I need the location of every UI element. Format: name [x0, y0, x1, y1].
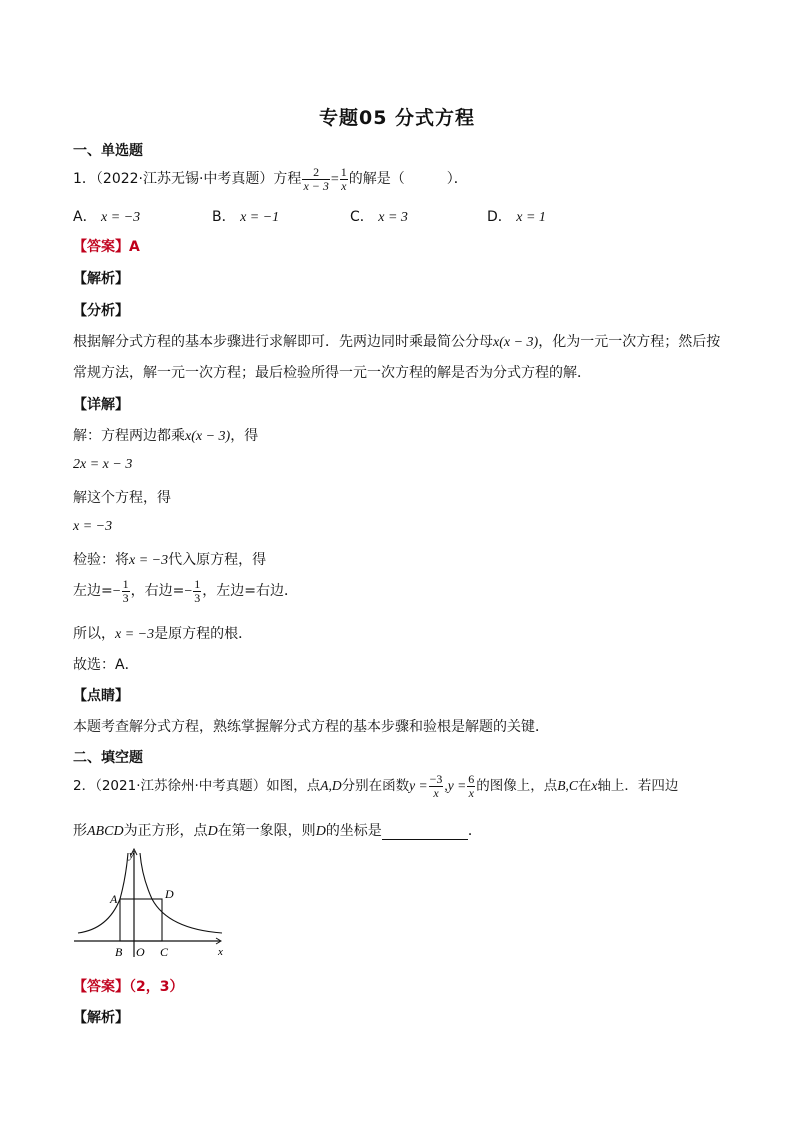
- option-d-expr: x = 1: [516, 210, 546, 225]
- step5-expr: x = −3: [129, 553, 169, 568]
- question-1-stem: [73, 164, 468, 195]
- function-fraction-1-numerator: −3: [429, 771, 443, 786]
- answer-2-tag: 【答案】: [73, 979, 129, 995]
- fraction-left: [302, 166, 329, 193]
- function-fraction-2-numerator: 6: [468, 771, 475, 786]
- analysis-expr: x(x − 3): [493, 335, 539, 350]
- jiexi-heading-1: 【解析】: [73, 271, 129, 287]
- answer-value: A: [129, 239, 140, 255]
- option-a-expr: x = −3: [101, 210, 141, 225]
- solution-step-6: [73, 576, 298, 607]
- analysis-text-b: ，化为一元一次方程；然后按: [538, 334, 721, 350]
- question-2-mid2: 的图像上，点: [476, 778, 558, 794]
- step6-fraction-1-denominator: 3: [122, 590, 129, 605]
- step6-fraction-1-numerator: 1: [122, 576, 129, 591]
- solution-step-1: [73, 425, 258, 445]
- step6-fraction-2: [193, 578, 201, 605]
- option-a[interactable]: [73, 206, 140, 226]
- question-2-mid1: 分别在函数: [341, 778, 410, 794]
- dianjing-heading: 【点睛】: [73, 688, 129, 704]
- option-c[interactable]: [350, 206, 408, 226]
- step6-text-a: 左边=: [73, 583, 113, 599]
- solution-step-4: x = −3: [73, 519, 113, 534]
- option-d[interactable]: [487, 206, 546, 226]
- solution-step-8: 故选：A．: [73, 657, 139, 673]
- answer-tag: 【答案】: [73, 239, 129, 255]
- question-1-suffix: 的解是（: [348, 171, 405, 187]
- step6-sign-1: −: [112, 584, 121, 599]
- y-equals-2: y =: [447, 778, 467, 793]
- page-title: 专题05 分式方程: [318, 107, 476, 129]
- step6-fraction-2-numerator: 1: [194, 576, 201, 591]
- step7-expr: x = −3: [115, 627, 155, 642]
- answer-1: [73, 236, 140, 256]
- hyperbola-square-figure: [72, 845, 232, 965]
- point-d: D: [207, 824, 218, 839]
- line2-end: ．: [467, 823, 482, 839]
- points-bc: B,C: [557, 778, 578, 793]
- analysis-text-a: 根据解分式方程的基本步骤进行求解即可．先两边同时乘最简公分母: [73, 334, 493, 350]
- line2-text-b: 为正方形，点: [123, 823, 208, 839]
- fraction-right-denominator: x: [341, 178, 347, 193]
- jiexi-heading-2: 【解析】: [73, 1010, 129, 1026]
- label-b: B: [115, 945, 123, 959]
- solution-step-7: [73, 623, 252, 643]
- option-a-label: A．: [73, 209, 97, 225]
- option-d-label: D．: [487, 209, 512, 225]
- label-d: D: [165, 887, 174, 901]
- question-1-suffix-end: ）．: [446, 171, 468, 187]
- step6-sign-2: −: [184, 584, 193, 599]
- step6-fraction-2-denominator: 3: [194, 590, 201, 605]
- section-heading-fill-in: 二、填空题: [73, 750, 143, 766]
- fraction-left-denominator: x − 3: [303, 178, 329, 193]
- solution-step-5: [73, 549, 266, 569]
- function-fraction-1-denominator: x: [433, 785, 439, 800]
- line2-text-a: 形: [73, 823, 87, 839]
- analysis-line-1: [73, 331, 720, 351]
- option-b-expr: x = −1: [240, 210, 280, 225]
- step7-text-a: 所以，: [73, 626, 115, 642]
- option-b-label: B．: [212, 209, 236, 225]
- fraction-right: [340, 166, 348, 193]
- option-b[interactable]: [212, 206, 279, 226]
- hyperbola-right-branch: [140, 853, 222, 933]
- label-c: C: [160, 945, 169, 959]
- square-abcd: ABCD: [87, 824, 124, 839]
- step5-text-b: 代入原方程，得: [168, 552, 267, 568]
- step1-text-a: 解：方程两边都乘: [73, 428, 185, 444]
- function-fraction-2-denominator: x: [468, 785, 474, 800]
- question-2-mid4: 轴上．若四边: [597, 778, 679, 794]
- label-y: y: [129, 849, 134, 861]
- fraction-right-numerator: 1: [340, 164, 347, 179]
- label-a: A: [110, 892, 118, 906]
- step6-fraction-1: [122, 578, 130, 605]
- step7-text-b: 是原方程的根．: [154, 626, 253, 642]
- line2-text-c: 在第一象限，则: [217, 823, 316, 839]
- function-fraction-1: [429, 773, 444, 800]
- equals-sign: =: [330, 172, 339, 187]
- question-2-prefix: 2．（2021·江苏徐州·中考真题）如图，点: [73, 778, 321, 794]
- question-2-mid3: 在: [577, 778, 592, 794]
- option-c-label: C．: [350, 209, 374, 225]
- y-equals-1: y =: [409, 778, 428, 793]
- analysis-line-2: 常规方法，解一元一次方程；最后检验所得一元一次方程的解是否为分式方程的解．: [73, 365, 591, 381]
- step1-text-b: ，得: [230, 428, 259, 444]
- fraction-left-numerator: 2: [302, 166, 329, 180]
- answer-2: [73, 976, 183, 996]
- question-2-line-2: [73, 820, 482, 840]
- comment-text: 本题考查解分式方程，熟练掌握解分式方程的基本步骤和验根是解题的关键．: [73, 719, 549, 735]
- answer-blank[interactable]: [382, 825, 468, 840]
- step5-text-a: 检验：将: [73, 552, 129, 568]
- fenxi-heading: 【分析】: [73, 303, 129, 319]
- function-fraction-2: [467, 773, 475, 800]
- question-2-line-1: [73, 771, 678, 801]
- solution-step-2: 2x = x − 3: [73, 457, 133, 472]
- label-o: O: [136, 945, 145, 959]
- step6-text-b: ，右边=: [130, 583, 185, 599]
- xiangjie-heading: 【详解】: [73, 397, 129, 413]
- step6-text-c: ，左边=右边．: [202, 583, 299, 599]
- comma: ,: [444, 778, 448, 793]
- step1-expr: x(x − 3): [185, 429, 231, 444]
- option-c-expr: x = 3: [378, 210, 408, 225]
- axis-x-symbol: x: [591, 778, 598, 793]
- point-d-2: D: [315, 824, 326, 839]
- solution-step-3: 解这个方程，得: [73, 490, 171, 506]
- answer-2-value: （2，3）: [129, 979, 184, 995]
- section-heading-single-choice: 一、单选题: [73, 143, 143, 159]
- line2-text-d: 的坐标是: [325, 823, 382, 839]
- points-ad: A,D: [320, 778, 342, 793]
- label-x: x: [218, 946, 223, 958]
- question-1-prefix: 1．（2022·江苏无锡·中考真题）方程: [73, 171, 302, 187]
